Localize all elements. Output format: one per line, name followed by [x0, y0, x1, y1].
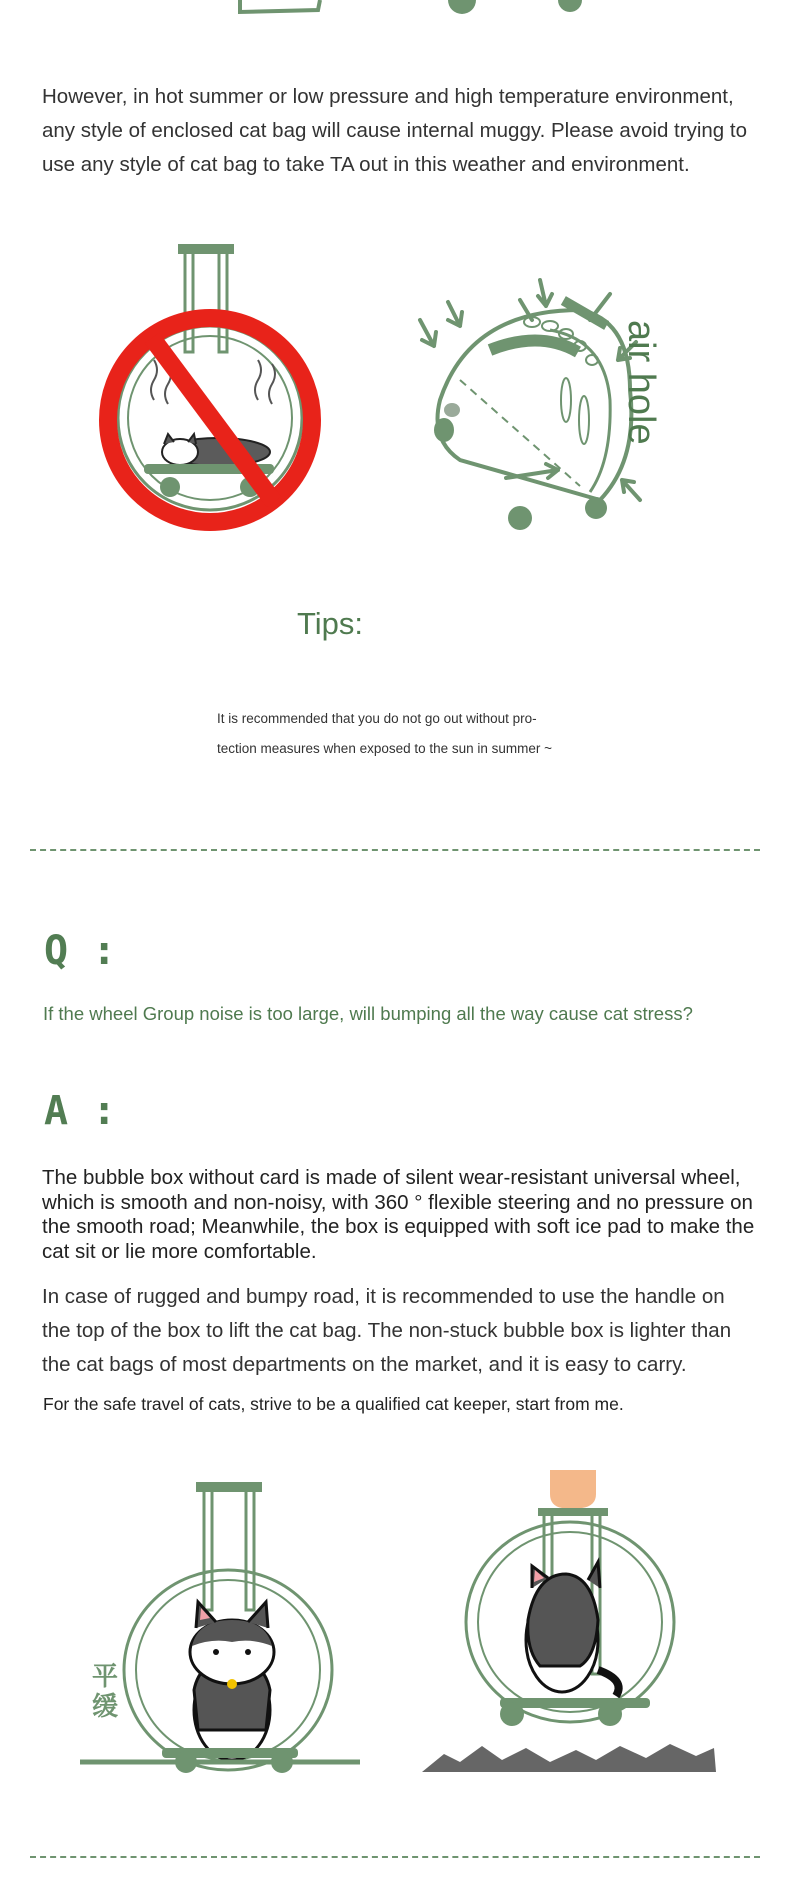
question-text: If the wheel Group noise is too large, will bumping all the way cause cat stress?: [43, 1003, 693, 1024]
answer-paragraph-2: In case of rugged and bumpy road, it is recommended to use the handle on the top of the box to lift the cat bag. The non-stuck bubble box is lighter than the cat bags of most departments on the market, and it is easy to carry.: [42, 1285, 732, 1376]
tips-line-2: tection measures when exposed to the sun in summer ~: [217, 741, 553, 756]
smooth-road-illustration: [70, 1470, 370, 1790]
answer-paragraph-3: For the safe travel of cats, strive to be a qualified cat keeper, start from me.: [43, 1394, 624, 1414]
section-divider: [30, 849, 760, 851]
tips-line-1: It is recommended that you do not go out without pro-: [217, 711, 537, 726]
question-label: Q :: [44, 928, 117, 974]
answer-label: A :: [44, 1088, 117, 1134]
section-divider-bottom: [30, 1856, 760, 1858]
enclosed-bag-prohibited-illustration: [90, 240, 330, 540]
air-hole-label: air hole: [620, 320, 662, 445]
intro-paragraph: However, in hot summer or low pressure and high temperature environment, any style of enclosed cat bag will cause internal muggy. Please avoid trying to use any style of cat bag to take TA out in this weather and environment.: [42, 85, 747, 176]
previous-illustration-remnant: [0, 0, 790, 20]
tips-title: Tips:: [297, 606, 364, 641]
smooth-road-label: 平缓: [92, 1662, 119, 1722]
answer-paragraph-1: The bubble box without card is made of silent wear-resistant universal wheel, which is smooth and non-noisy, with 360 ° flexible steering and no pressure on the smooth road; Meanwhile, the box is equipped with soft ice pad to make the cat sit or lie more comfortable.: [42, 1166, 755, 1263]
bumpy-road-illustration: [420, 1470, 740, 1790]
